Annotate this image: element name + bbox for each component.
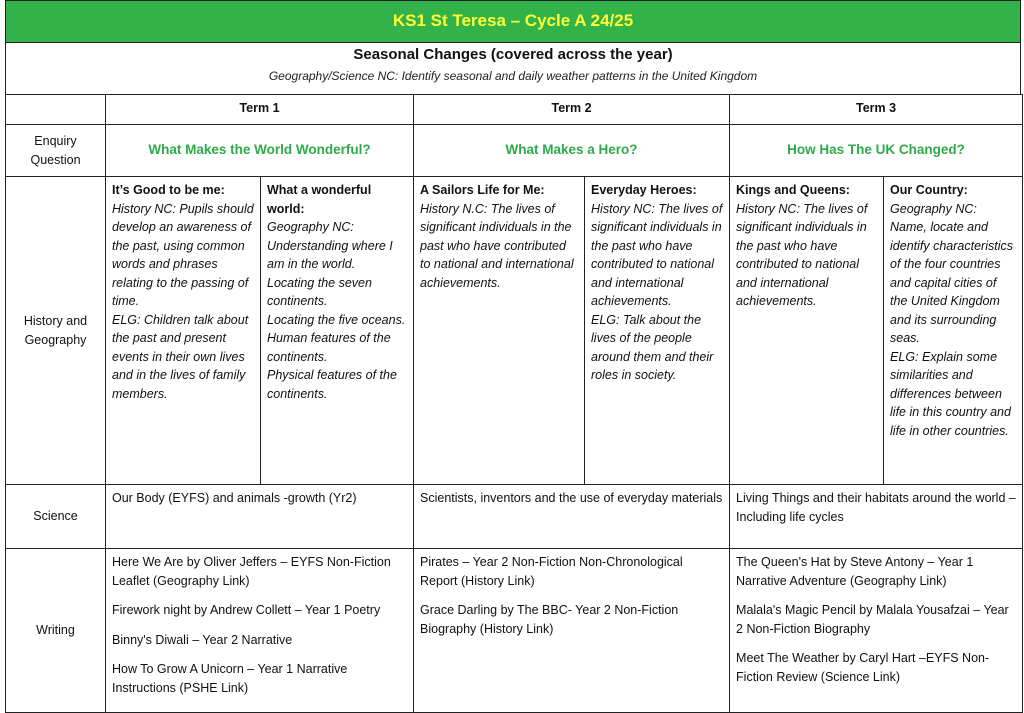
science-label: Science: [6, 485, 106, 549]
enquiry-question-term-1: What Makes the World Wonderful?: [106, 125, 414, 177]
hg-cell-line: History NC: Pupils should develop an awareness of the past, using common words and phrases relating to the passing of time.: [112, 201, 254, 308]
subheading-note: Geography/Science NC: Identify seasonal and daily weather patterns in the United Kingdom: [268, 69, 758, 83]
writing-label: Writing: [6, 549, 106, 713]
writing-item: Malala's Magic Pencil by Malala Yousafzai – Year 2 Non-Fiction Biography: [736, 603, 1009, 636]
hg-cell-title: Everyday Heroes:: [591, 183, 697, 197]
writing-item: Firework night by Andrew Collett – Year 1 Poetry: [112, 603, 381, 617]
science-row: [6, 485, 1023, 549]
hg-cell-title: What a wonderful world:: [267, 183, 372, 216]
writing-item: Pirates – Year 2 Non-Fiction Non-Chronological Report (History Link): [420, 555, 683, 588]
hg-cell-line: Geography NC: Name, locate and identify characteristics of the four countries and capital cities of the United Kingdom and its surrounding seas.: [890, 201, 1013, 345]
term-1-header: Term 1: [106, 95, 414, 125]
history-geography-label: History and Geography: [6, 177, 106, 485]
hg-cell-line: ELG: Talk about the lives of the people around them and their roles in society.: [591, 312, 714, 382]
header-divider: [5, 42, 1021, 43]
hg-cell-line: ELG: Explain some similarities and differences between life in this country and life in other countries.: [890, 349, 1011, 438]
hg-cell-title: Our Country:: [890, 183, 968, 197]
hg-cell-line: Physical features of the continents.: [267, 368, 397, 401]
term-header-row: [6, 95, 1023, 125]
subheading-title: Seasonal Changes (covered across the year): [353, 46, 673, 63]
hg-cell-line: Locating the seven continents.: [267, 275, 372, 308]
enquiry-question-term-2: What Makes a Hero?: [414, 125, 730, 177]
hg-cell: [261, 177, 414, 485]
enquiry-label: Enquiry Question: [6, 125, 106, 177]
science-term-2: Scientists, inventors and the use of everyday materials: [414, 485, 730, 549]
enquiry-question-term-3: How Has The UK Changed?: [730, 125, 1023, 177]
hg-cell-title: It’s Good to be me:: [112, 183, 225, 197]
history-geography-row: [6, 177, 1023, 485]
hg-cell: [106, 177, 261, 485]
writing-item: How To Grow A Unicorn – Year 1 Narrative Instructions (PSHE Link): [112, 662, 348, 695]
writing-term-2: [414, 549, 730, 713]
hg-cell-line: History NC: The lives of significant individuals in the past who have contributed to national and international achievements.: [591, 201, 723, 308]
hg-cell-line: Locating the five oceans.: [267, 312, 406, 327]
writing-item: Grace Darling by The BBC- Year 2 Non-Fiction Biography (History Link): [420, 603, 679, 636]
hg-cell: [884, 177, 1023, 485]
curriculum-page: [1, 0, 1023, 706]
hg-cell: [414, 177, 585, 485]
writing-item: Meet The Weather by Caryl Hart –EYFS Non-Fiction Review (Science Link): [736, 651, 990, 684]
hg-cell-line: Human features of the continents.: [267, 331, 391, 364]
hg-cell-line: Geography NC: Understanding where I am in the world.: [267, 220, 393, 271]
term-3-header: Term 3: [730, 95, 1023, 125]
hg-cell-line: History N.C: The lives of significant individuals in the past who have contributed to national and international achievements.: [420, 201, 574, 290]
hg-cell-line: History NC: The lives of significant individuals in the past who have contributed to national and international achievements.: [736, 201, 868, 308]
hg-cell-title: Kings and Queens:: [736, 183, 850, 197]
hg-cell: [730, 177, 884, 485]
writing-term-1: [106, 549, 414, 713]
science-term-3: Living Things and their habitats around the world – Including life cycles: [730, 485, 1023, 549]
writing-item: The Queen's Hat by Steve Antony – Year 1 Narrative Adventure (Geography Link): [736, 555, 974, 588]
science-term-1: Our Body (EYFS) and animals -growth (Yr2): [106, 485, 414, 549]
writing-row: [6, 549, 1023, 713]
curriculum-table: [5, 94, 1023, 713]
hg-cell-title: A Sailors Life for Me:: [420, 183, 545, 197]
corner-cell: [6, 95, 106, 125]
writing-term-3: [730, 549, 1023, 713]
subheading: [5, 42, 1021, 94]
banner-title: KS1 St Teresa – Cycle A 24/25: [5, 0, 1021, 42]
enquiry-row: [6, 125, 1023, 177]
writing-item: Binny's Diwali – Year 2 Narrative: [112, 632, 293, 647]
hg-cell: [585, 177, 730, 485]
term-2-header: Term 2: [414, 95, 730, 125]
hg-cell-line: ELG: Children talk about the past and present events in their own lives and in the lives of family members.: [112, 312, 249, 401]
writing-item: Here We Are by Oliver Jeffers – EYFS Non-Fiction Leaflet (Geography Link): [112, 555, 391, 588]
